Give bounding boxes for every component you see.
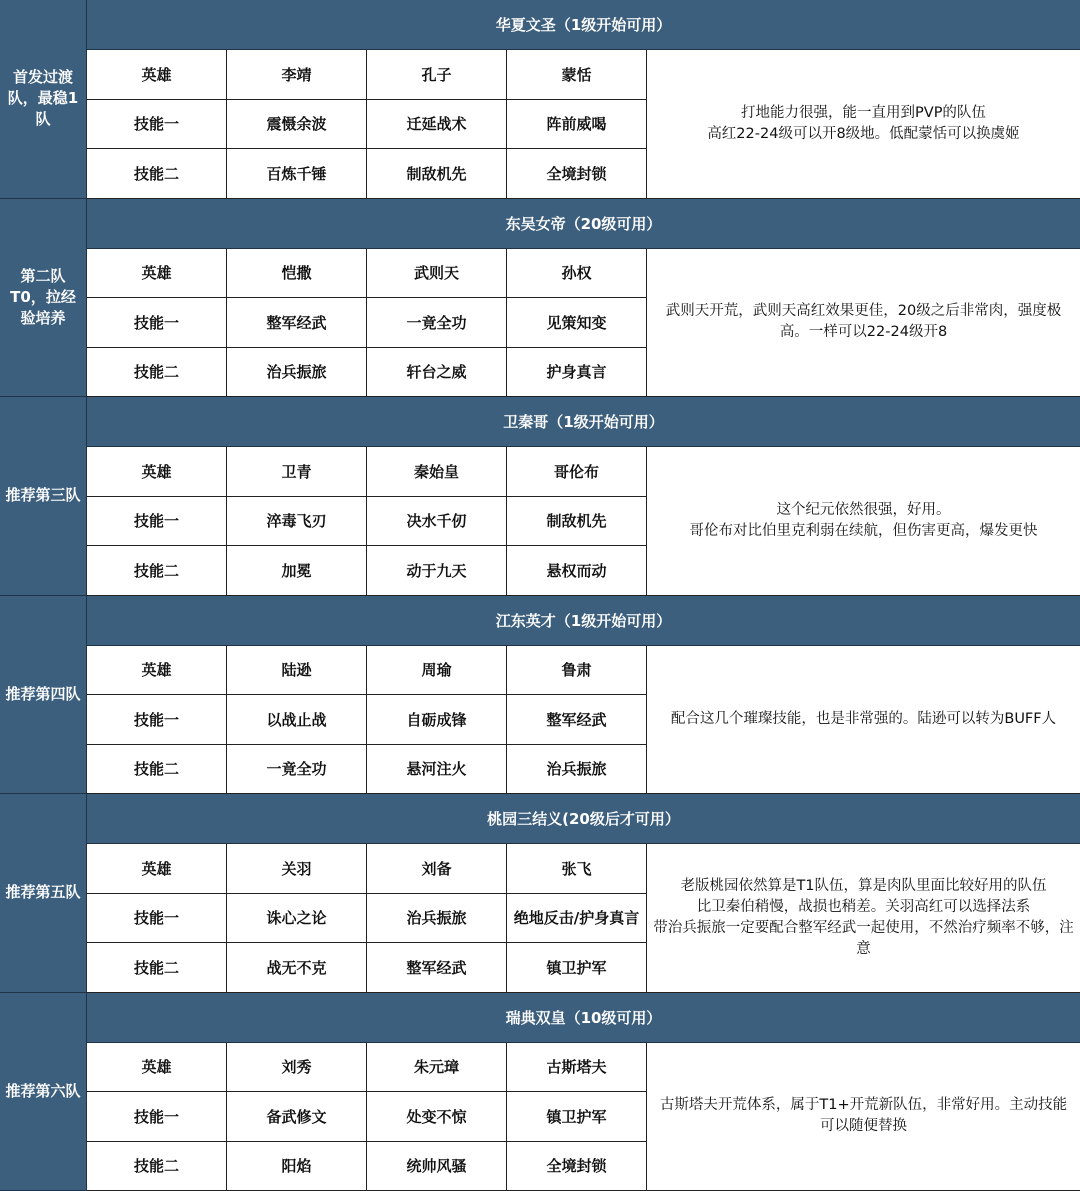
skill1-row-label: 技能一 [87, 298, 227, 348]
team-note [647, 447, 1080, 596]
hero-row-label: 英雄 [87, 646, 227, 696]
skill1-row-label: 技能一 [87, 695, 227, 745]
hero-row-cell: 鲁肃 [507, 646, 647, 696]
hero-row-cell: 秦始皇 [367, 447, 507, 497]
team-note-line: 哥伦布对比伯里克利弱在续航，但伤害更高，爆发更快 [689, 522, 1038, 539]
team-note-line: 打地能力很强，能一直用到PVP的队伍 [741, 104, 986, 121]
skill1-row-cell: 整军经武 [507, 695, 647, 745]
team-note [647, 50, 1080, 199]
skill1-row-cell: 以战止战 [227, 695, 367, 745]
team-note [647, 646, 1080, 795]
skill2-row-cell: 阳焰 [227, 1142, 367, 1191]
hero-row-cell: 李靖 [227, 50, 367, 100]
team-title: 东吴女帝（20级可用） [87, 199, 1080, 249]
hero-row-cell: 孙权 [507, 249, 647, 299]
team-title: 江东英才（1级开始可用） [87, 596, 1080, 646]
team-rank-label: 第二队T0，拉经验培养 [0, 199, 87, 398]
skill1-row-cell: 整军经武 [227, 298, 367, 348]
skill2-row-cell: 护身真言 [507, 348, 647, 398]
skill2-row-cell: 一竟全功 [227, 745, 367, 795]
team-title: 卫秦哥（1级开始可用） [87, 397, 1080, 447]
skill1-row-cell: 自砺成锋 [367, 695, 507, 745]
skill2-row-cell: 悬河注火 [367, 745, 507, 795]
skill1-row-cell: 处变不惊 [367, 1092, 507, 1142]
skill1-row-cell: 治兵振旅 [367, 894, 507, 944]
skill2-row-cell: 全境封锁 [507, 149, 647, 199]
team-note-line: 老版桃园依然算是T1队伍，算是肉队里面比较好用的队伍 [680, 877, 1047, 894]
skill1-row-cell: 镇卫护军 [507, 1092, 647, 1142]
team-rank-label: 推荐第五队 [0, 794, 87, 993]
skill2-row-label: 技能二 [87, 348, 227, 398]
team-title: 桃园三结义(20级后才可用） [87, 794, 1080, 844]
skill2-row-cell: 统帅风骚 [367, 1142, 507, 1191]
skill2-row-cell: 加冕 [227, 546, 367, 596]
team-note-line: 武则天开荒，武则天高红效果更佳，20级之后非常肉，强度极高。一样可以22-24级开8 [665, 303, 1062, 341]
skill1-row-cell: 淬毒飞刃 [227, 497, 367, 547]
skill2-row-label: 技能二 [87, 149, 227, 199]
team-block [0, 993, 1080, 1191]
skill2-row-cell: 全境封锁 [507, 1142, 647, 1191]
skill2-row-cell: 轩台之威 [367, 348, 507, 398]
skill1-row-cell: 阵前威喝 [507, 100, 647, 150]
skill2-row-label: 技能二 [87, 943, 227, 993]
team-title: 华夏文圣（1级开始可用） [87, 0, 1080, 50]
hero-row-cell: 孔子 [367, 50, 507, 100]
hero-row-cell: 刘秀 [227, 1043, 367, 1093]
team-block [0, 0, 1080, 199]
hero-row-cell: 周瑜 [367, 646, 507, 696]
hero-row-label: 英雄 [87, 1043, 227, 1093]
skill1-row-label: 技能一 [87, 894, 227, 944]
team-block [0, 596, 1080, 795]
skill2-row-cell: 治兵振旅 [227, 348, 367, 398]
team-rank-label: 推荐第六队 [0, 993, 87, 1191]
skill1-row-cell: 一竟全功 [367, 298, 507, 348]
skill1-row-cell: 见策知变 [507, 298, 647, 348]
hero-row-cell: 恺撒 [227, 249, 367, 299]
skill2-row-cell: 百炼千锤 [227, 149, 367, 199]
skill1-row-cell: 迁延战术 [367, 100, 507, 150]
skill2-row-cell: 治兵振旅 [507, 745, 647, 795]
skill2-row-cell: 整军经武 [367, 943, 507, 993]
hero-row-label: 英雄 [87, 447, 227, 497]
hero-row-cell: 武则天 [367, 249, 507, 299]
skill1-row-cell: 制敌机先 [507, 497, 647, 547]
team-note [647, 1043, 1080, 1191]
team-rank-label: 推荐第四队 [0, 596, 87, 795]
hero-row-label: 英雄 [87, 50, 227, 100]
team-rank-label: 首发过渡队，最稳1队 [0, 0, 87, 199]
skill1-row-cell: 震慑余波 [227, 100, 367, 150]
team-block [0, 397, 1080, 596]
hero-row-cell: 古斯塔夫 [507, 1043, 647, 1093]
hero-row-cell: 哥伦布 [507, 447, 647, 497]
team-title: 瑞典双皇（10级可用） [87, 993, 1080, 1043]
skill1-row-cell: 备武修文 [227, 1092, 367, 1142]
team-note [647, 844, 1080, 993]
hero-row-cell: 张飞 [507, 844, 647, 894]
skill1-row-label: 技能一 [87, 497, 227, 547]
team-block [0, 794, 1080, 993]
hero-row-cell: 蒙恬 [507, 50, 647, 100]
hero-row-cell: 刘备 [367, 844, 507, 894]
team-note-line: 高红22-24级可以开8级地。低配蒙恬可以换虞姬 [707, 125, 1020, 142]
skill2-row-label: 技能二 [87, 546, 227, 596]
skill1-row-cell: 绝地反击/护身真言 [507, 894, 647, 944]
skill2-row-cell: 镇卫护军 [507, 943, 647, 993]
skill1-row-label: 技能一 [87, 100, 227, 150]
hero-row-cell: 卫青 [227, 447, 367, 497]
skill2-row-cell: 悬权而动 [507, 546, 647, 596]
hero-row-label: 英雄 [87, 249, 227, 299]
skill2-row-cell: 战无不克 [227, 943, 367, 993]
skill2-row-label: 技能二 [87, 1142, 227, 1191]
hero-row-cell: 朱元璋 [367, 1043, 507, 1093]
hero-row-cell: 关羽 [227, 844, 367, 894]
skill2-row-cell: 制敌机先 [367, 149, 507, 199]
skill1-row-cell: 决水千仞 [367, 497, 507, 547]
hero-row-label: 英雄 [87, 844, 227, 894]
team-note-line: 这个纪元依然很强，好用。 [776, 501, 951, 518]
skill2-row-label: 技能二 [87, 745, 227, 795]
skill1-row-label: 技能一 [87, 1092, 227, 1142]
team-note-line: 比卫秦伯稍慢，战损也稍差。关羽高红可以选择法系 [696, 898, 1031, 915]
team-rank-label: 推荐第三队 [0, 397, 87, 596]
hero-row-cell: 陆逊 [227, 646, 367, 696]
team-note-line: 古斯塔夫开荒体系，属于T1+开荒新队伍，非常好用。主动技能可以随便替换 [659, 1097, 1068, 1135]
team-note-line: 配合这几个璀璨技能，也是非常强的。陆逊可以转为BUFF人 [670, 710, 1057, 727]
skill1-row-cell: 诛心之论 [227, 894, 367, 944]
team-note-line: 带治兵振旅一定要配合整军经武一起使用，不然治疗频率不够，注意 [653, 919, 1074, 957]
team-block [0, 199, 1080, 398]
team-note [647, 249, 1080, 398]
skill2-row-cell: 动于九天 [367, 546, 507, 596]
